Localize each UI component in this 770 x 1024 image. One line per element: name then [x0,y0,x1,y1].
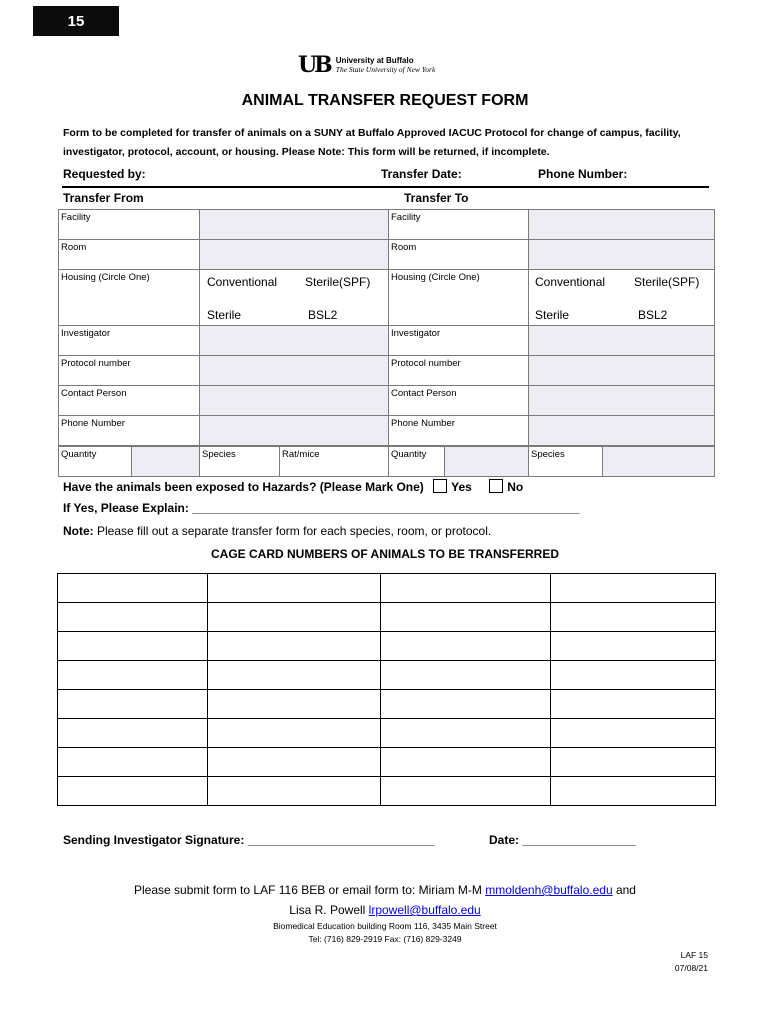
signature-date-field[interactable]: Date: _________________ [489,833,636,847]
to-room-field[interactable] [529,240,715,270]
hazards-yes-label: Yes [451,480,472,494]
cage-card-cell[interactable] [381,748,551,777]
hazards-question [63,479,523,494]
cage-card-cell[interactable] [58,603,208,632]
to-option-conventional[interactable]: Conventional [535,275,606,289]
from-species-field[interactable] [280,447,389,477]
from-option-sterile-spf[interactable]: Sterile(SPF) [305,275,371,289]
to-protocol-label: Protocol number [391,358,461,369]
header-divider [62,186,709,188]
cage-card-cell[interactable] [381,661,551,690]
from-housing-options [200,270,389,326]
cage-card-cell[interactable] [381,603,551,632]
from-quantity-field[interactable] [132,447,200,477]
cage-card-cell[interactable] [208,719,381,748]
rat-mice-label: Rat/mice [282,449,320,460]
office-address [0,920,770,946]
to-investigator-label: Investigator [391,328,441,339]
email-link-miriam[interactable]: mmoldenh@buffalo.edu [485,883,613,897]
cage-card-table [57,573,716,806]
from-option-conventional[interactable]: Conventional [207,275,278,289]
phone-number-label: Phone Number: [538,167,628,181]
cage-card-cell[interactable] [551,690,716,719]
table-row [58,661,716,690]
from-protocol-field[interactable] [200,356,389,386]
from-option-sterile[interactable]: Sterile [207,308,242,322]
hazards-question-text: Have the animals been exposed to Hazards? (Please Mark One) [63,480,424,494]
to-facility-field[interactable] [529,210,715,240]
quantity-species-table [58,446,715,477]
to-phone-field[interactable] [529,416,715,446]
from-phone-field[interactable] [200,416,389,446]
hazards-no-label: No [507,480,524,494]
cage-card-cell[interactable] [381,574,551,603]
cage-card-cell[interactable] [58,574,208,603]
table-row [59,210,715,240]
page-number-badge: 15 [33,6,119,36]
to-contact-field[interactable] [529,386,715,416]
cage-card-cell[interactable] [551,719,716,748]
from-room-label: Room [61,242,87,253]
from-option-bsl2[interactable]: BSL2 [308,308,338,322]
table-row [59,416,715,446]
table-row [59,326,715,356]
requested-by-label: Requested by: [63,167,146,181]
from-investigator-label: Investigator [61,328,111,339]
table-row [59,240,715,270]
from-investigator-field[interactable] [200,326,389,356]
form-title: ANIMAL TRANSFER REQUEST FORM [241,92,529,109]
to-protocol-field[interactable] [529,356,715,386]
to-quantity-label: Quantity [391,449,427,460]
cage-card-cell[interactable] [208,574,381,603]
transfer-from-heading: Transfer From [63,191,144,205]
cage-card-cell[interactable] [381,632,551,661]
to-species-label: Species [531,449,565,460]
cage-card-cell[interactable] [208,632,381,661]
cage-card-cell[interactable] [208,661,381,690]
cage-card-cell[interactable] [551,574,716,603]
form-intro [63,124,723,162]
cage-card-cell[interactable] [551,748,716,777]
hazards-no-checkbox[interactable] [489,479,503,493]
logo-subtitle: The State University of New York [335,65,436,74]
table-row [58,690,716,719]
to-investigator-field[interactable] [529,326,715,356]
to-quantity-field[interactable] [445,447,529,477]
university-logo [298,54,435,76]
to-option-bsl2[interactable]: BSL2 [638,308,668,322]
transfer-to-heading: Transfer To [404,191,469,205]
submit-text-2: Lisa R. Powell [289,903,369,917]
note-label: Note: [63,524,94,538]
from-housing-label: Housing (Circle One) [61,272,150,283]
table-row [59,356,715,386]
transfer-details-table [58,209,715,446]
table-row [58,632,716,661]
to-housing-label: Housing (Circle One) [391,272,480,283]
from-contact-field[interactable] [200,386,389,416]
cage-card-cell[interactable] [381,690,551,719]
from-quantity-label: Quantity [61,449,97,460]
to-contact-label: Contact Person [391,388,457,399]
transfer-date-label: Transfer Date: [381,167,462,181]
from-contact-label: Contact Person [61,388,127,399]
submit-text-1: Please submit form to LAF 116 BEB or email form to: Miriam M-M [134,883,486,897]
cage-card-cell[interactable] [58,661,208,690]
document-code-id: LAF 15 [680,950,708,960]
table-row [59,270,715,326]
from-phone-label: Phone Number [61,418,125,429]
email-link-lisa[interactable]: lrpowell@buffalo.edu [368,903,481,917]
from-protocol-label: Protocol number [61,358,131,369]
table-row [58,748,716,777]
cage-card-cell[interactable] [551,661,716,690]
cage-card-cell[interactable] [58,777,208,806]
cage-card-cell[interactable] [58,690,208,719]
cage-card-cell[interactable] [551,632,716,661]
cage-card-cell[interactable] [58,748,208,777]
to-room-label: Room [391,242,417,253]
address-line-2: Tel: (716) 829-2919 Fax: (716) 829-3249 [308,934,462,944]
cage-card-cell[interactable] [58,719,208,748]
cage-card-cell[interactable] [381,777,551,806]
document-code-date: 07/08/21 [674,963,708,973]
table-row [59,386,715,416]
from-facility-label: Facility [61,212,91,223]
submit-text-and: and [612,883,636,897]
table-row [58,777,716,806]
cage-card-cell[interactable] [208,777,381,806]
cage-card-cell[interactable] [58,632,208,661]
intro-line-1: Form to be completed for transfer of animals on a SUNY at Buffalo Approved IACUC Protocol for change of campus, facility, [63,127,681,139]
table-row [59,447,715,477]
note [63,524,491,538]
note-text: Please fill out a separate transfer form for each species, room, or protocol. [93,524,492,538]
submit-line-2 [0,900,770,920]
cage-card-cell[interactable] [208,603,381,632]
table-row [58,574,716,603]
hazards-yes-checkbox[interactable] [433,479,447,493]
table-row [58,719,716,748]
cage-card-heading: CAGE CARD NUMBERS OF ANIMALS TO BE TRANSFERRED [210,547,559,561]
ub-logo-mark: UB [298,52,330,78]
submission-instructions [0,880,770,920]
investigator-signature-field[interactable]: Sending Investigator Signature: ____________________________ [63,833,435,847]
from-facility-field[interactable] [200,210,389,240]
logo-university-name: University at Buffalo [335,56,414,65]
cage-card-cell[interactable] [381,719,551,748]
cage-card-cell[interactable] [208,748,381,777]
to-housing-options [529,270,715,326]
from-species-label: Species [202,449,236,460]
cage-card-cell[interactable] [551,777,716,806]
to-facility-label: Facility [391,212,421,223]
to-option-sterile[interactable]: Sterile [535,308,570,322]
cage-card-cell[interactable] [208,690,381,719]
cage-card-cell[interactable] [551,603,716,632]
table-row [58,603,716,632]
address-line-1: Biomedical Education building Room 116, 3435 Main Street [273,921,497,931]
to-phone-label: Phone Number [391,418,455,429]
document-code [640,949,708,975]
to-species-field[interactable] [603,447,715,477]
intro-line-2: investigator, protocol, account, or housing. Please Note: This form will be returned, if incomplete. [63,146,550,158]
submit-line-1 [0,880,770,900]
from-room-field[interactable] [200,240,389,270]
hazards-explain-field[interactable]: If Yes, Please Explain: __________________________________________________________ [63,501,580,515]
to-option-sterile-spf[interactable]: Sterile(SPF) [634,275,700,289]
